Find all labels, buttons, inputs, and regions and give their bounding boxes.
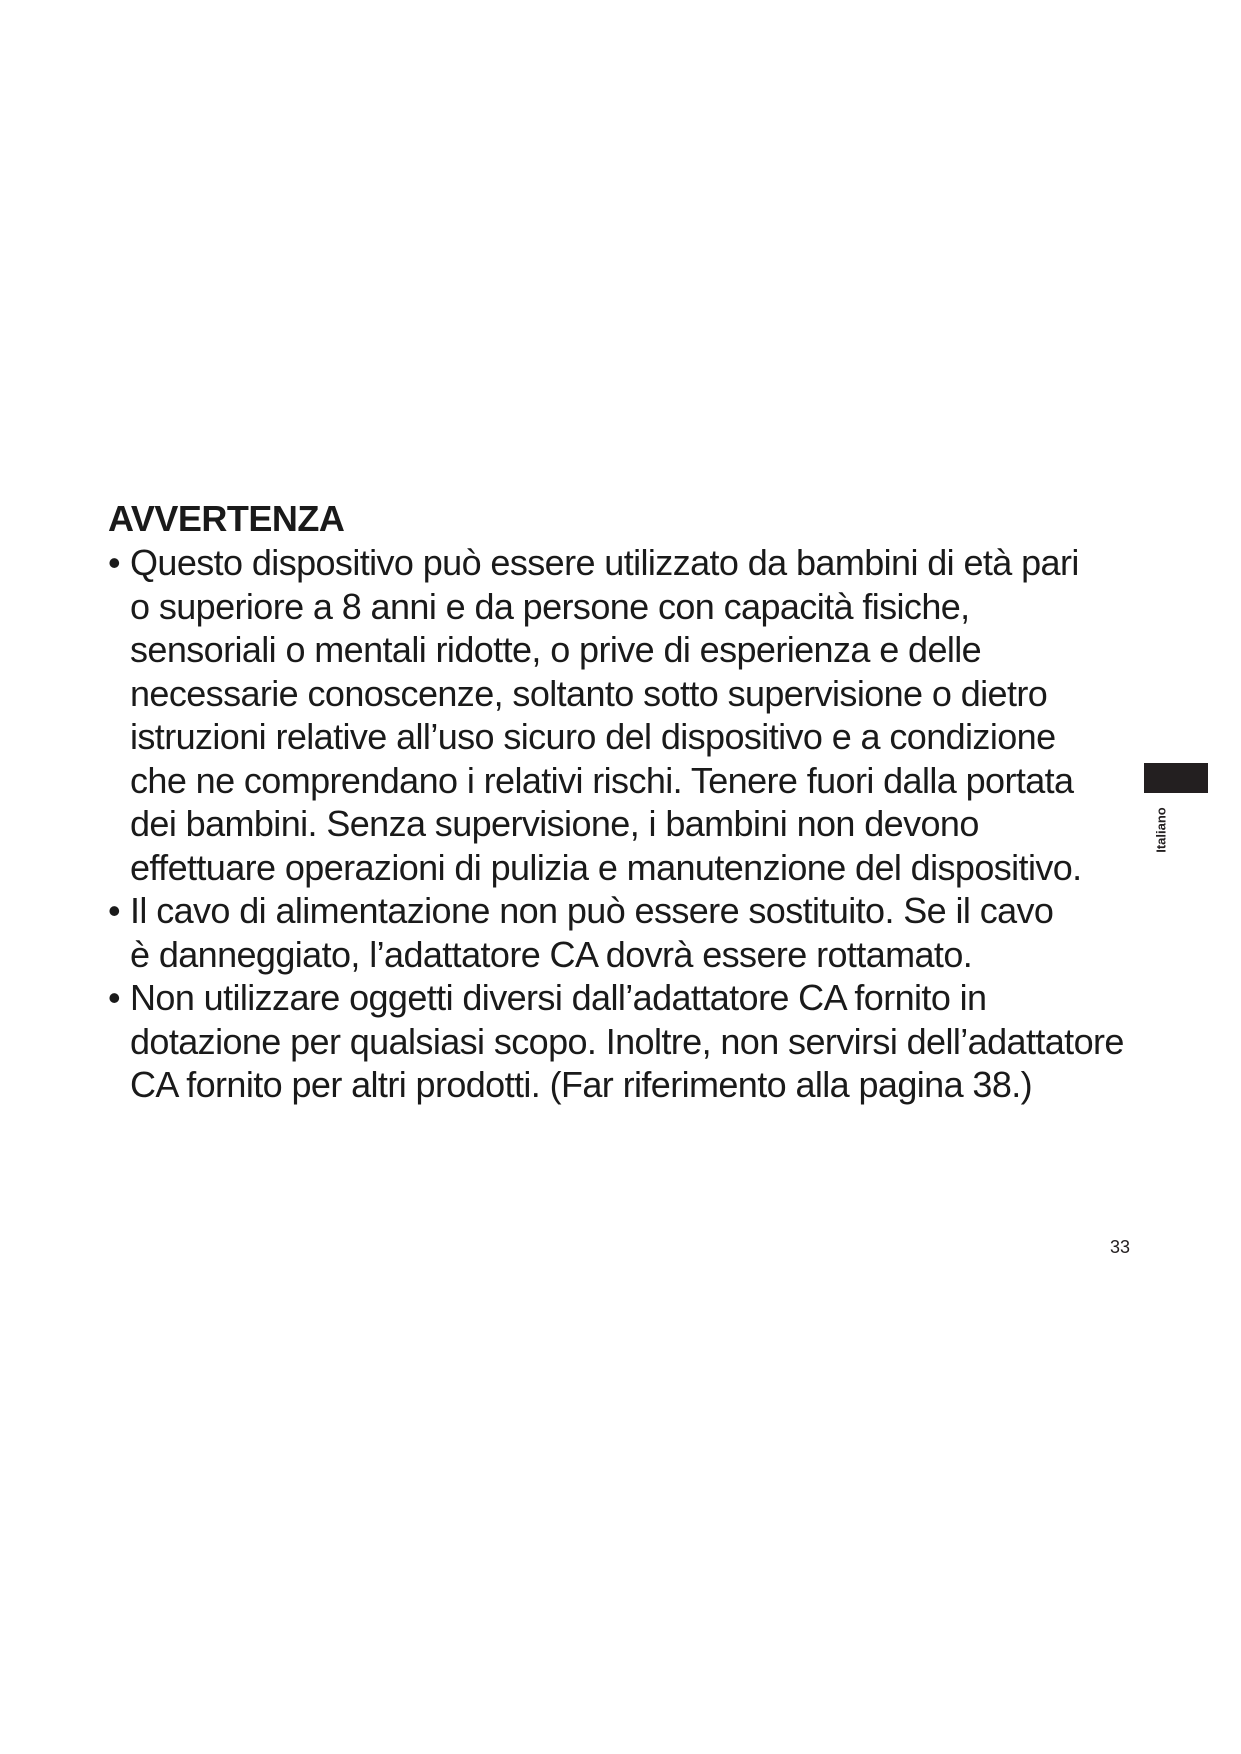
warning-section [108, 497, 1138, 1107]
warning-item [108, 541, 1138, 889]
warning-item [108, 976, 1138, 1107]
warning-list [108, 541, 1138, 1107]
text-line: che ne comprendano i relativi rischi. Tenere fuori dalla portata [130, 759, 1074, 801]
text-line: o superiore a 8 anni e da persone con capacità fisiche, [130, 585, 970, 627]
page-number: 33 [1110, 1237, 1131, 1257]
text-line: dotazione per qualsiasi scopo. Inoltre, non servirsi dell’adattatore [130, 1020, 1124, 1062]
text-line: Il cavo di alimentazione non può essere sostituito. Se il cavo [130, 890, 1054, 931]
text-line: Non utilizzare oggetti diversi dall’adattatore CA fornito in [130, 977, 987, 1018]
text-line: sensoriali o mentali ridotte, o prive di esperienza e delle [130, 629, 982, 670]
language-label-text: Italiano [1153, 807, 1169, 853]
text-line: necessarie conoscenze, soltanto sotto supervisione o dietro [130, 672, 1048, 714]
warning-item [108, 889, 1138, 976]
text-line: è danneggiato, l’adattatore CA dovrà essere rottamato. [130, 933, 973, 975]
bullet: • [108, 542, 121, 583]
text-line: Questo dispositivo può essere utilizzato da bambini di età pari [130, 542, 1079, 583]
text-line: CA fornito per altri prodotti. (Far riferimento alla pagina 38.) [130, 1064, 1033, 1105]
bullet: • [108, 890, 121, 931]
warning-heading: AVVERTENZA [108, 498, 345, 539]
text-line: istruzioni relative all’uso sicuro del dispositivo e a condizione [130, 716, 1056, 757]
language-tab-label [1146, 800, 1176, 860]
bullet: • [108, 977, 121, 1018]
language-tab-marker [1144, 763, 1208, 793]
text-line: dei bambini. Senza supervisione, i bambini non devono [130, 803, 979, 844]
text-line: effettuare operazioni di pulizia e manutenzione del dispositivo. [130, 846, 1082, 888]
